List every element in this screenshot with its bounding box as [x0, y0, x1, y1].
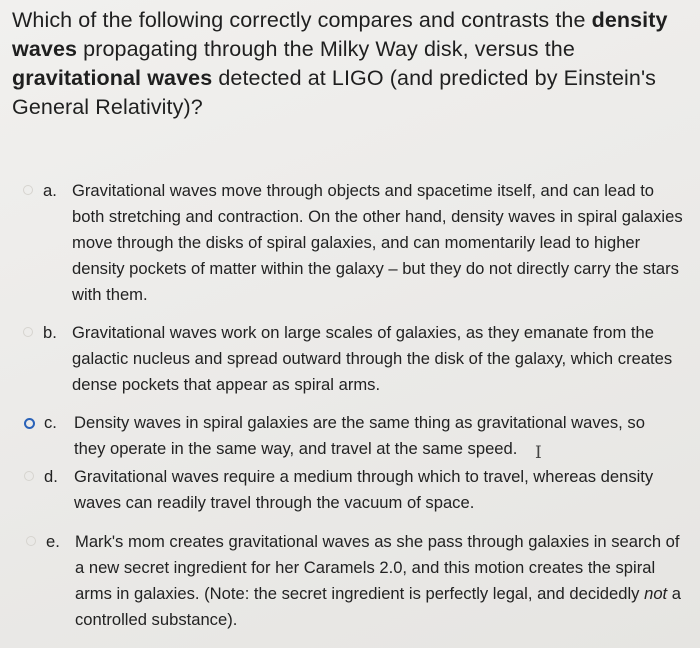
- option-d-radio[interactable]: [24, 471, 34, 481]
- question-part-1: Which of the following correctly compares and contrasts the: [12, 8, 592, 32]
- option-e-text-before: Mark's mom creates gravitational waves as she pass through galaxies in search of a new secret ingredient for her Caramels 2.0, and this motion creates the spiral arms in galaxies. (Note: the secret ingredient is perfectly legal, and decidedly: [75, 532, 680, 603]
- option-c-text: Density waves in spiral galaxies are the same thing as gravitational waves, so they operate in the same way, and travel at the same speed.: [74, 413, 645, 458]
- question-part-2: propagating through the Milky Way disk, versus the: [77, 37, 575, 61]
- option-d-text: Gravitational waves require a medium through which to travel, whereas density waves can readily travel through the vacuum of space.: [74, 467, 654, 512]
- option-e-letter: e.: [46, 532, 60, 551]
- option-b[interactable]: [0, 320, 700, 398]
- option-e-text-after: a controlled substance).: [75, 584, 682, 629]
- question-bold-density-waves: density waves: [12, 8, 668, 61]
- option-b-text: Gravitational waves work on large scales of galaxies, as they emanate from the galactic nucleus and spread outward through the disk of the galaxy, which creates dense pockets that appear as spiral arms.: [72, 323, 673, 394]
- option-c[interactable]: [0, 410, 700, 462]
- option-b-letter: b.: [43, 323, 57, 342]
- question-part-3: detected at LIGO (and predicted by Einstein's General Relativity)?: [12, 66, 656, 119]
- option-c-letter: c.: [44, 413, 57, 432]
- option-e[interactable]: [0, 529, 700, 633]
- option-c-radio-selected[interactable]: [24, 418, 35, 429]
- option-d-letter: d.: [44, 467, 58, 486]
- question-text: [12, 6, 688, 122]
- option-d[interactable]: [0, 464, 700, 516]
- option-a-letter: a.: [43, 181, 57, 200]
- option-a-radio[interactable]: [23, 185, 33, 195]
- option-a[interactable]: [0, 178, 700, 308]
- option-b-radio[interactable]: [23, 327, 33, 337]
- option-e-radio[interactable]: [26, 536, 36, 546]
- option-a-text: Gravitational waves move through objects and spacetime itself, and can lead to both stretching and contraction. On the other hand, density waves in spiral galaxies move through the disks of spiral galaxies, and can momentarily lead to higher density pockets of matter within the galaxy – but they do not directly carry the stars with them.: [72, 181, 683, 304]
- option-e-text-italic: not: [644, 584, 668, 603]
- question-bold-gravitational-waves: gravitational waves: [12, 66, 213, 90]
- option-e-text: [75, 529, 687, 633]
- text-cursor-icon: I: [535, 443, 542, 463]
